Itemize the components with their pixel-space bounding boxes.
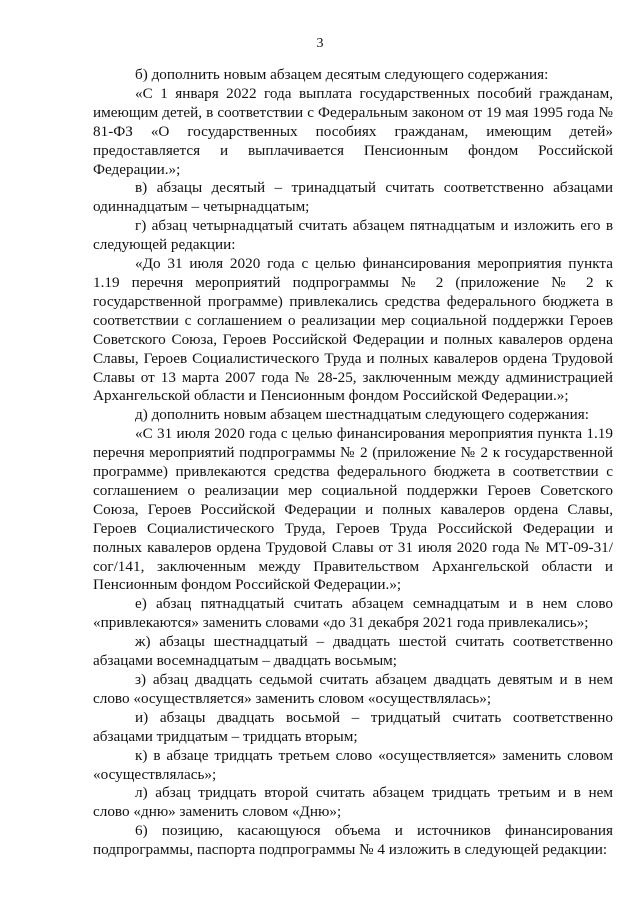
- paragraph-6: 6) позицию, касающуюся объема и источников финансирования подпрограммы, паспорта подпрограммы № 4 изложить в следующей редакции:: [93, 822, 613, 859]
- paragraph-g: г) абзац четырнадцатый считать абзацем пятнадцатым и изложить его в следующей редакции:: [93, 217, 613, 254]
- paragraph-l: л) абзац тридцать второй считать абзацем тридцать третьим и в нем слово «дню» заменить словом «Дню»;: [93, 784, 613, 821]
- paragraph-z: з) абзац двадцать седьмой считать абзацем двадцать девятым и в нем слово «осуществляется» заменить словом «осуществлялась»;: [93, 671, 613, 707]
- paragraph-quote-before-2020: «До 31 июля 2020 года с целью финансирования мероприятия пункта 1.19 перечня мероприятий подпрограммы № 2 (приложение № 2 к государственной программе) привлекались средства федерального бюджета в соответствии с соглашением о реализации мер социальной поддержки Героев Советского Союза, Героев Российской Федерации и полных кавалеров ордена Славы, Героев Социалистического Труда и полных кавалеров ордена Трудовой Славы от 13 марта 2007 года № 28-25, заключенным между администрацией Архангельской области и Пенсионным фондом Российской Федерации.»;: [93, 255, 613, 405]
- document-body: [93, 66, 613, 860]
- paragraph-i: и) абзацы двадцать восьмой – тридцатый считать соответственно абзацами тридцатым – тридцать вторым;: [93, 708, 613, 745]
- paragraph-quote-after-2020: «С 31 июля 2020 года с целью финансирования мероприятия пункта 1.19 перечня мероприятий подпрограммы № 2 (приложение № 2 к государственной программе) привлекаются средства федерального бюджета в соответствии с соглашением о реализации мер социальной поддержки Героев Советского Союза, Героев Российской Федерации и полных кавалеров ордена Славы, Героев Социалистического Труда, Героев Труда Российской Федерации и полных кавалеров ордена Трудовой Славы от 31 июля 2020 года № МТ-09-31/сог/141, заключенным между Правительством Архангельской области и Пенсионным фондом Российской Федерации.»;: [93, 425, 613, 594]
- paragraph-b: б) дополнить новым абзацем десятым следующего содержания:: [135, 66, 549, 83]
- paragraph-k: к) в абзаце тридцать третьем слово «осуществляется» заменить словом «осуществлялась»;: [93, 746, 613, 783]
- paragraph-e: е) абзац пятнадцатый считать абзацем семнадцатым и в нем слово «привлекаются» заменить словами «до 31 декабря 2021 года привлекались»;: [93, 595, 613, 632]
- paragraph-d: д) дополнить новым абзацем шестнадцатым следующего содержания:: [135, 406, 589, 424]
- paragraph-quote-2022: «С 1 января 2022 года выплата государственных пособий гражданам, имеющим детей, в соответствии с Федеральным законом от 19 мая 1995 года № 81-ФЗ «О государственных пособиях гражданам, имеющим детей» предоставляется и выплачивается Пенсионным фондом Российской Федерации.»;: [93, 84, 613, 178]
- page-number: 3: [316, 36, 324, 51]
- paragraph-zh: ж) абзацы шестнадцатый – двадцать шестой считать соответственно абзацами восемнадцатым – двадцать восьмым;: [93, 633, 613, 670]
- paragraph-v: в) абзацы десятый – тринадцатый считать соответственно абзацами одиннадцатым – четырнадцатым;: [93, 179, 613, 216]
